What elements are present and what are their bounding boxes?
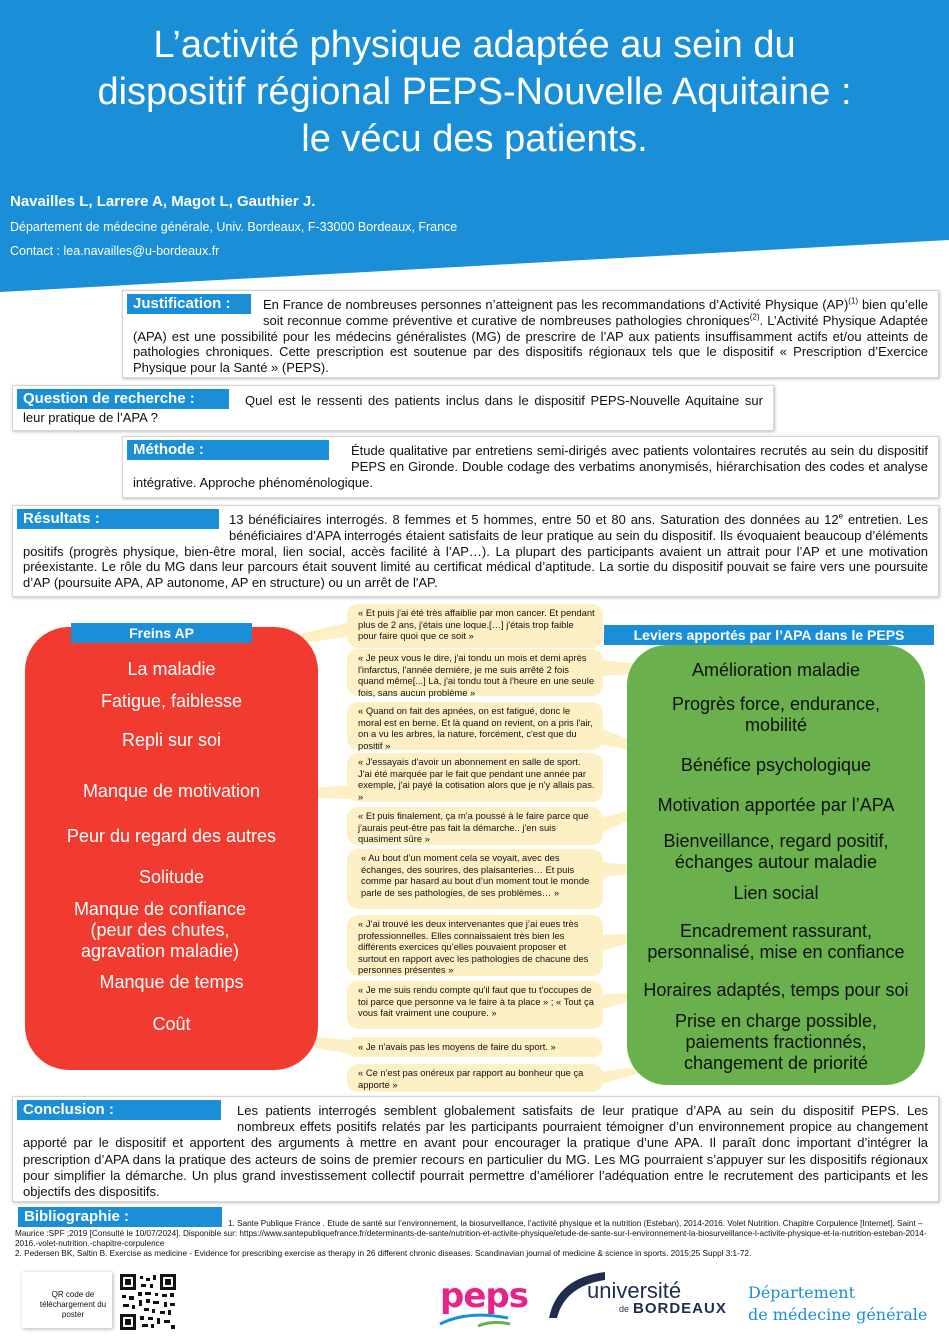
levier-item: Lien social — [733, 883, 819, 903]
conclusion-label: Conclusion : — [17, 1100, 221, 1120]
univ-bordeaux-logo — [547, 1270, 739, 1328]
quote-bubble: « Je me suis rendu compte qu'il faut que tu t'occupes de toi parce que personne va le faire à ta place » ; « Tout ça vous fait vraiment une coupure. » — [347, 981, 603, 1029]
quote-bubble: « Et puis j'ai été très affaiblie par mon cancer. Et pendant plus de 2 ans, j'étais une loque.[…] j'étais trop faible pour faire quoi que ce soit » — [347, 604, 603, 648]
affiliation: Département de médecine générale, Univ. Bordeaux, F-33000 Bordeaux, France — [10, 220, 458, 234]
resultats-text: 13 bénéficiaires interrogés. 8 femmes et 5 hommes, entre 50 et 80 ans. Saturation des données au 12e entretien. Les bénéficiaires d’APA interrogés étaient satisfaits de leur pratique au sein du dispositif. Ils évoquaient beaucoup d’éléments positifs (progrès physique, bien-être moral, lien social, accès facilité à l’AP…). La plupart des participants avaient un attrait pour l’AP et une motivation préexistante. Le rôle du MG dans leur parcours était souvent limité au certificat médical d’aptitude. La sortie du dispositif pouvait se faire vers une poursuite d’AP (poursuite APA, AP autonome, AP en structure) ou un arrêt de l'AP. — [23, 511, 928, 591]
frein-item: Coût — [152, 1014, 191, 1034]
authors: Navailles L, Larrere A, Magot L, Gauthier J. — [10, 193, 316, 210]
levier-item: Amélioration maladie — [691, 660, 861, 680]
univ-name-bordeaux: BORDEAUX — [633, 1300, 727, 1317]
bibliographie-ref-1: 1. Sante Publique France . Etude de santé sur l’environnement, la biosurveillance, l’activité physique et la nutrition (Esteban), 2014-2016. Volet Nutrition. Chapitre Corpulence [Internet]. Saint –Maurice :SPF ;2019 [Consulté le 10/07/2024]. Disponible sur: https://www.santepubliquefrance.fr/determinants-de-sante/nutrition-et-activite-physique/etude-de-sante-sur-l-environnement-la-biosurveillance-l-activite-physique-et-la-nutrition-esteban-2014-2016.-volet-nutrition.-chapitre-corpulence — [15, 1219, 927, 1248]
frein-item: Solitude — [138, 867, 205, 887]
quote-bubble: « Quand on fait des apnées, on est fatigué, donc le moral est en berne. Et là quand on revient, on a pris l'air, on a vu les arbres, la nature, forcément, c'est que du positif » — [347, 702, 603, 750]
title-line-3: le vécu des patients. — [301, 118, 648, 160]
peps-swoosh-icon — [438, 1312, 513, 1330]
quote-bubble: « J’ai trouvé les deux intervenantes que j’ai eues très professionnelles. Elles connaissaient très bien les différents exercices qu’elles pouvaient proposer et surtout en rapport avec les pathologies de chacune des personnes présentes » — [347, 915, 603, 976]
freins-title: Freins AP — [71, 623, 252, 643]
levier-item: Horaires adaptés, temps pour soi — [643, 980, 909, 1000]
levier-item: Motivation apportée par l’APA — [657, 795, 895, 815]
dept-logo — [748, 1282, 927, 1326]
frein-item: Manque de confiance (peur des chutes, agravation maladie) — [73, 899, 247, 961]
resultats-label: Résultats : — [17, 509, 219, 529]
levier-item: Prise en charge possible, paiements fractionnés, changement de priorité — [674, 1011, 878, 1073]
dept-line-2: de médecine générale — [748, 1305, 928, 1324]
justification-text: En France de nombreuses personnes n’atteignent pas les recommandations d’Activité Physique (AP)$^{(1)}$ bien qu’elle soit reconnue comme préventive et curative de nombreuses pathologies chroniques$^{(2)}$. L’Activité Physique Adaptée (APA) est une possibilité pour les médecins généralistes (MG) de prescrire de l’AP aux patients insuffisamment actifs et/ou atteints de pathologies chroniques. Cette prescription est soutenue par des dispositifs régionaux tels que le dispositif « Prescription d’Exercice Physique pour la Santé » (PEPS). — [133, 296, 928, 376]
bibliographie-label: Bibliographie : — [18, 1207, 222, 1227]
qr-label: QR code de téléchargement du poster — [39, 1290, 107, 1319]
dept-line-1: Département — [748, 1283, 855, 1302]
univ-name: université — [587, 1278, 682, 1303]
frein-item: La maladie — [127, 659, 216, 679]
quote-bubble: « Au bout d’un moment cela se voyait, avec des échanges, des sourires, des plaisanteries… Et puis comme par hasard au bout d’un moment tout le monde parle de ses pathologies, de ses problèmes… » — [347, 849, 603, 909]
title-line-2: dispositif régional PEPS-Nouvelle Aquitaine : — [97, 71, 852, 113]
question-label: Question de recherche : — [17, 389, 229, 409]
levier-item: Progrès force, endurance, mobilité — [671, 694, 881, 735]
bibliographie-ref-2: 2. Pedersen BK, Saltin B. Exercise as medicine - Evidence for prescribing exercise as therapy in 26 different chronic diseases. Scandinavian journal of medicine & science in sports. 2015;25 Suppl 3:1-72. — [15, 1249, 752, 1258]
methode-label: Méthode : — [127, 440, 329, 460]
qr-code-icon[interactable] — [120, 1274, 176, 1330]
conclusion-text: Les patients interrogés semblent globalement satisfaits de leur pratique d’APA au sein du dispositif PEPS. Les nombreux effets positifs relatés par les participants pourraient témoigner d’un environnement propice au changement apporté par le dispositif et apportent des arguments à mettre en avant pour encourager la pratique d’une APA. Il paraît donc important d’intégrer la prescription d’APA dans la pratique des acteurs de soins de premier recours en particulier du MG. Les MG pourraient s’appuyer sur les dispositifs régionaux pour simplifier la démarche. Un plus grand investissement collectif pourrait permettre d’améliorer l’adéquation entre le recrutement des participants et les objectifs des dispositifs. — [23, 1103, 928, 1200]
quote-bubble: « Ce n'est pas onéreux par rapport au bonheur que ça apporte » — [347, 1064, 603, 1092]
levier-item: Bienveillance, regard positif, échanges autour maladie — [663, 831, 889, 872]
frein-item: Manque de temps — [99, 972, 244, 992]
title-line-1: L’activité physique adaptée au sein du — [153, 24, 796, 66]
frein-item: Fatigue, faiblesse — [100, 691, 243, 711]
frein-item: Repli sur soi — [121, 730, 222, 750]
levier-item: Bénéfice psychologique — [680, 755, 872, 775]
frein-item: Manque de motivation — [82, 781, 261, 801]
univ-name-de: de — [619, 1304, 630, 1314]
contact: Contact : lea.navailles@u-bordeaux.fr — [10, 244, 220, 258]
methode-text: Étude qualitative par entretiens semi-dirigés avec patients volontaires recrutés au sein du dispositif PEPS en Gironde. Double codage des verbatims anonymisés, hiérarchisation des codes et analyse intégrative. Approche phénoménologique. — [133, 443, 928, 490]
quote-bubble: « J'essayais d'avoir un abonnement en salle de sport. J'ai été marquée par le fait que pendant une année par exemple, j'ai payé la cotisation alors que je n'y allais pas. » — [347, 753, 603, 802]
justification-label: Justification : — [127, 294, 251, 314]
quote-bubble: « Je peux vous le dire, j'ai tondu un mois et demi après l'infarctus, l'année dernière, je me suis arrêté 2 fois quand même[...] Là, j'ai tondu tout à l'heure en une seule fois, sans aucun problème » — [347, 649, 603, 696]
quote-bubble: « Et puis finalement, ça m'a poussé à le faire parce que j'aurais peut-être pas fait la démarche.. j'en suis quasiment sûre » — [347, 807, 603, 845]
frein-item: Peur du regard des autres — [66, 826, 277, 846]
conclusion-section — [12, 1096, 939, 1202]
quote-bubble: « Je n'avais pas les moyens de faire du sport. » — [347, 1037, 603, 1057]
leviers-title: Leviers apportés par l’APA dans le PEPS — [604, 625, 934, 645]
question-text: Quel est le ressenti des patients inclus dans le dispositif PEPS-Nouvelle Aquitaine sur leur pratique de l’APA ? — [23, 393, 763, 425]
peps-logo-text: peps — [440, 1276, 528, 1316]
bibliographie-refs — [15, 1219, 935, 1259]
peps-logo — [438, 1276, 528, 1332]
levier-item: Encadrement rassurant, personnalisé, mise en confiance — [647, 921, 905, 962]
